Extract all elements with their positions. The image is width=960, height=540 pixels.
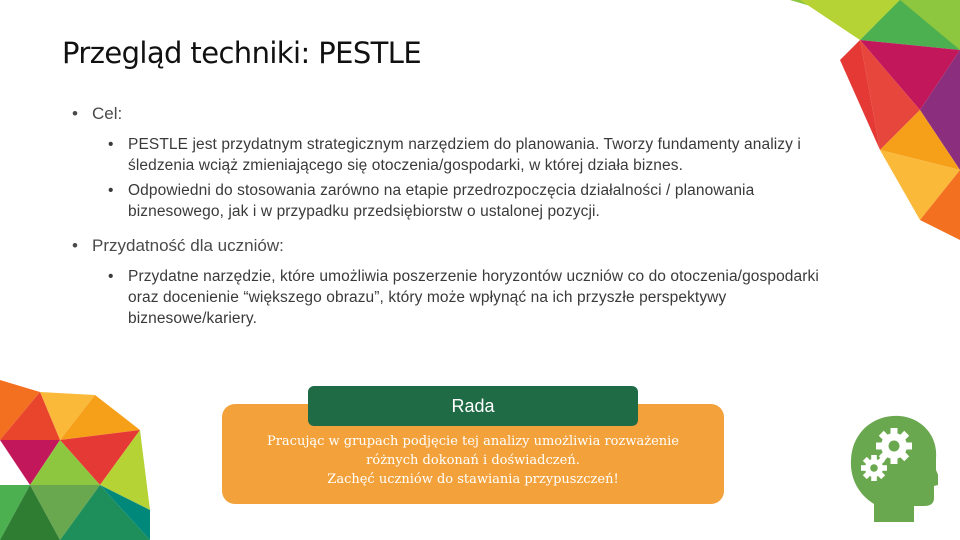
tip-line-1: Pracując w grupach podjęcie tej analizy umożliwia rozważenie <box>266 434 680 449</box>
goal-bullet-1: • PESTLE jest przydatnym strategicznym narzędziem do planowania. Tworzy fundamenty analizy i śledzenia wciąż zmieniającego się otoczenia/gospodarki, w której działa biznes. <box>108 134 852 176</box>
tip-header: Rada <box>308 386 638 426</box>
slide-title: Przegląd techniki: PESTLE <box>62 36 422 70</box>
usefulness-bullet-1: • Przydatne narzędzie, które umożliwia poszerzenie horyzontów uczniów co do otoczenia/gospodarki oraz docenienie “większego obrazu”, który może wpłynąć na ich przyszłe perspektywy biznesowe/kariery. <box>108 266 852 329</box>
section-heading-usefulness: • Przydatność dla uczniów: <box>72 236 852 256</box>
tip-text <box>232 432 714 489</box>
section-heading-goal: • Cel: <box>72 104 852 124</box>
content-list <box>72 104 852 329</box>
head-gears-icon <box>848 412 938 522</box>
tip-line-3: Zachęć uczniów do stawiania przypuszczeń! <box>327 472 619 487</box>
tip-line-2: różnych dokonań i doświadczeń. <box>366 453 580 468</box>
goal-bullet-2: • Odpowiedni do stosowania zarówno na etapie przedrozpoczęcia działalności / planowania biznesowego, jak i w przypadku przedsiębiorstw o ustalonej pozycji. <box>108 180 852 222</box>
